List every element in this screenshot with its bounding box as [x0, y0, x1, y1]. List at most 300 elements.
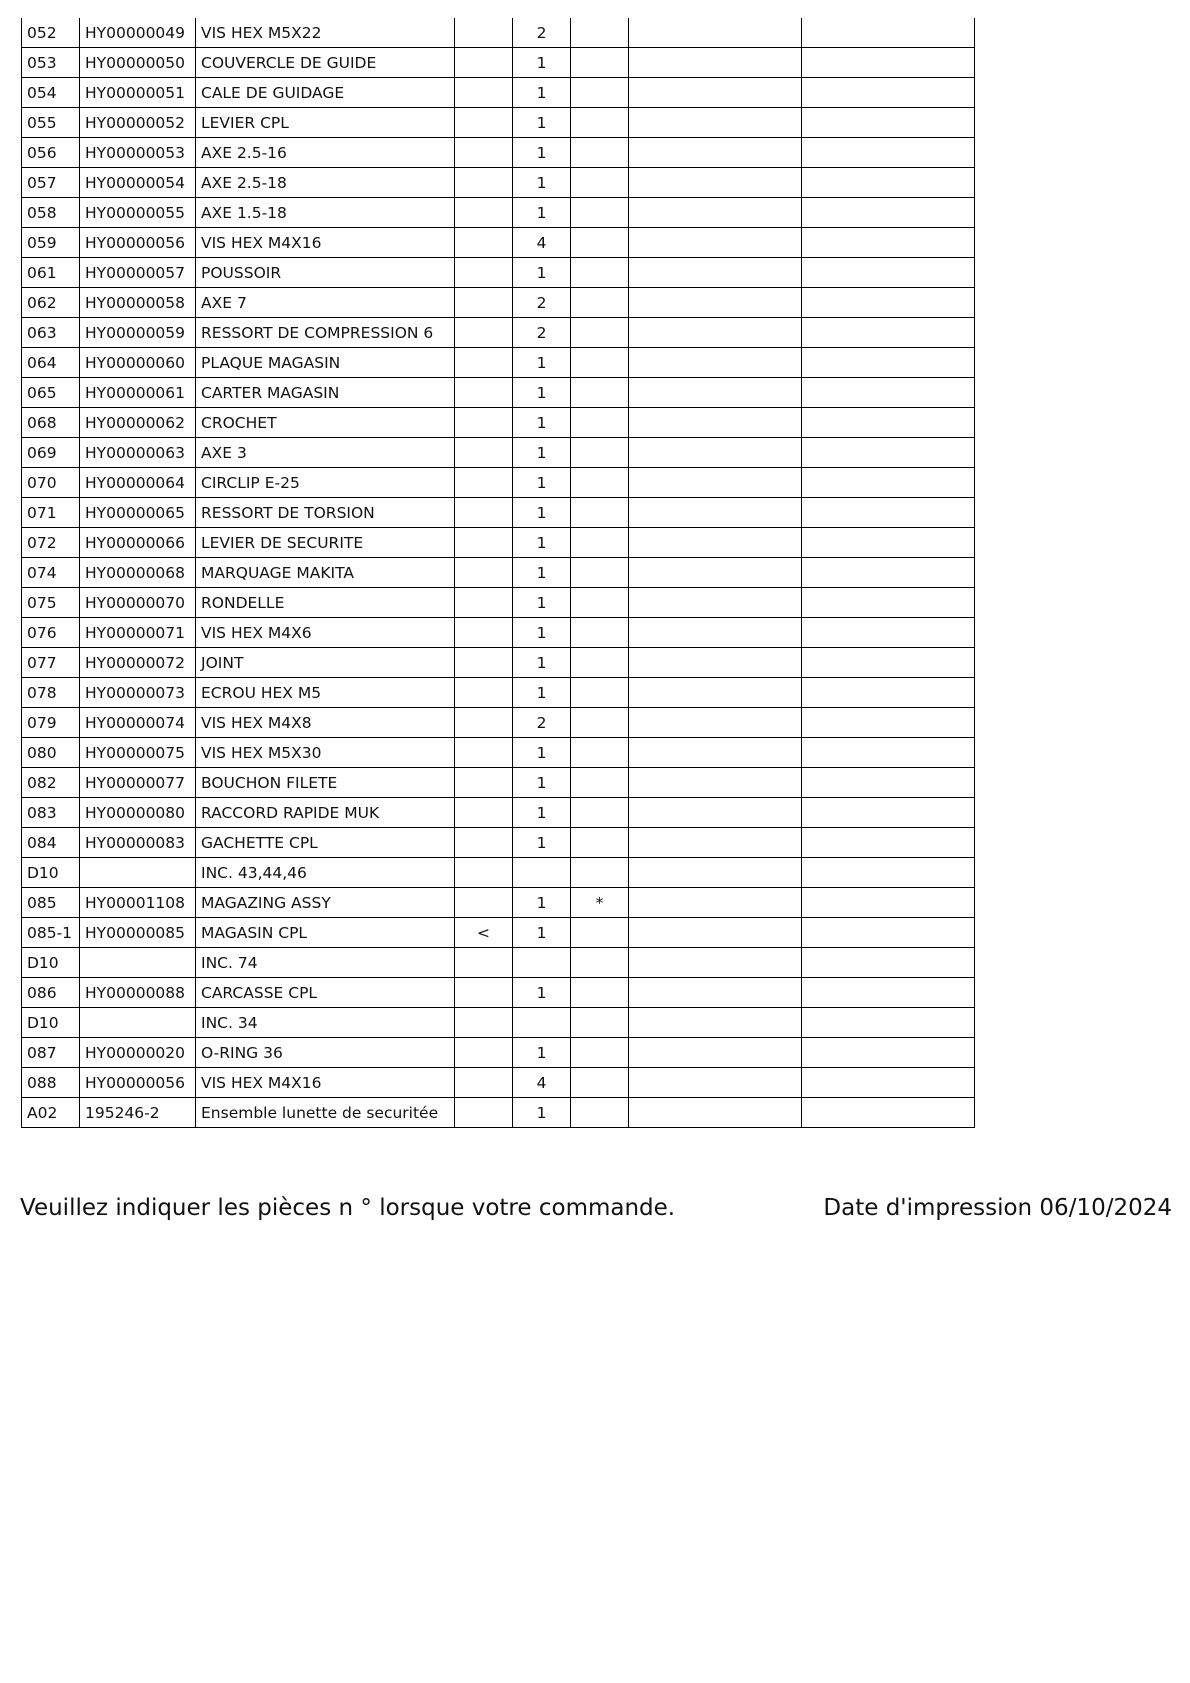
empty-cell: [629, 498, 802, 528]
empty-cell: [802, 108, 975, 138]
empty-cell: [802, 738, 975, 768]
note-flag-cell: [571, 138, 629, 168]
part-reference-cell: HY00000077: [80, 768, 196, 798]
empty-cell: [629, 768, 802, 798]
note-flag-cell: [571, 948, 629, 978]
quantity-cell: 1: [513, 678, 571, 708]
item-number-cell: 076: [22, 618, 80, 648]
part-description-cell: VIS HEX M4X8: [196, 708, 455, 738]
note-flag-cell: [571, 228, 629, 258]
empty-cell: [802, 348, 975, 378]
part-reference-cell: HY00000070: [80, 588, 196, 618]
note-flag-cell: [571, 78, 629, 108]
part-reference-cell: HY00000060: [80, 348, 196, 378]
item-number-cell: 057: [22, 168, 80, 198]
empty-cell: [629, 348, 802, 378]
empty-cell: [802, 1038, 975, 1068]
part-description-cell: INC. 74: [196, 948, 455, 978]
note-flag-cell: [571, 18, 629, 48]
empty-cell: [629, 648, 802, 678]
empty-cell: [629, 528, 802, 558]
quantity-cell: 1: [513, 528, 571, 558]
part-description-cell: VIS HEX M4X16: [196, 1068, 455, 1098]
change-mark-cell: [455, 108, 513, 138]
empty-cell: [802, 378, 975, 408]
item-number-cell: 063: [22, 318, 80, 348]
note-flag-cell: [571, 498, 629, 528]
table-row: [22, 798, 975, 828]
part-reference-cell: HY00000073: [80, 678, 196, 708]
item-number-cell: 085-1: [22, 918, 80, 948]
change-mark-cell: [455, 18, 513, 48]
part-reference-cell: [80, 948, 196, 978]
empty-cell: [629, 168, 802, 198]
empty-cell: [629, 738, 802, 768]
part-reference-cell: HY00000074: [80, 708, 196, 738]
table-row: [22, 288, 975, 318]
change-mark-cell: [455, 348, 513, 378]
note-flag-cell: [571, 528, 629, 558]
part-description-cell: VIS HEX M4X6: [196, 618, 455, 648]
empty-cell: [629, 1038, 802, 1068]
note-flag-cell: [571, 918, 629, 948]
print-date: Date d'impression 06/10/2024: [823, 1195, 1172, 1221]
part-description-cell: AXE 2.5-16: [196, 138, 455, 168]
part-reference-cell: HY00000058: [80, 288, 196, 318]
note-flag-cell: [571, 168, 629, 198]
table-row: [22, 648, 975, 678]
table-row: [22, 168, 975, 198]
part-description-cell: MARQUAGE MAKITA: [196, 558, 455, 588]
table-row: [22, 858, 975, 888]
part-description-cell: ECROU HEX M5: [196, 678, 455, 708]
change-mark-cell: [455, 288, 513, 318]
table-row: [22, 18, 975, 48]
table-row: [22, 378, 975, 408]
empty-cell: [802, 798, 975, 828]
item-number-cell: D10: [22, 858, 80, 888]
empty-cell: [802, 618, 975, 648]
empty-cell: [629, 258, 802, 288]
change-mark-cell: [455, 558, 513, 588]
part-description-cell: BOUCHON FILETE: [196, 768, 455, 798]
table-row: [22, 918, 975, 948]
quantity-cell: 1: [513, 108, 571, 138]
quantity-cell: 1: [513, 618, 571, 648]
part-reference-cell: HY00000049: [80, 18, 196, 48]
note-flag-cell: [571, 558, 629, 588]
part-description-cell: VIS HEX M4X16: [196, 228, 455, 258]
part-reference-cell: HY00000068: [80, 558, 196, 588]
part-description-cell: LEVIER CPL: [196, 108, 455, 138]
part-description-cell: COUVERCLE DE GUIDE: [196, 48, 455, 78]
change-mark-cell: [455, 678, 513, 708]
change-mark-cell: [455, 618, 513, 648]
part-reference-cell: HY00000062: [80, 408, 196, 438]
quantity-cell: 1: [513, 558, 571, 588]
quantity-cell: 1: [513, 258, 571, 288]
change-mark-cell: [455, 138, 513, 168]
table-row: [22, 318, 975, 348]
table-row: [22, 48, 975, 78]
part-reference-cell: HY00000050: [80, 48, 196, 78]
table-row: [22, 498, 975, 528]
empty-cell: [802, 888, 975, 918]
table-row: [22, 228, 975, 258]
parts-table-body: [22, 18, 975, 1128]
part-description-cell: VIS HEX M5X30: [196, 738, 455, 768]
empty-cell: [629, 18, 802, 48]
item-number-cell: 071: [22, 498, 80, 528]
part-reference-cell: HY00000057: [80, 258, 196, 288]
item-number-cell: 074: [22, 558, 80, 588]
part-description-cell: CARTER MAGASIN: [196, 378, 455, 408]
empty-cell: [802, 408, 975, 438]
part-reference-cell: [80, 858, 196, 888]
item-number-cell: 072: [22, 528, 80, 558]
part-description-cell: GACHETTE CPL: [196, 828, 455, 858]
quantity-cell: 1: [513, 738, 571, 768]
item-number-cell: 075: [22, 588, 80, 618]
change-mark-cell: [455, 978, 513, 1008]
empty-cell: [802, 528, 975, 558]
item-number-cell: 062: [22, 288, 80, 318]
quantity-cell: 1: [513, 48, 571, 78]
quantity-cell: 2: [513, 18, 571, 48]
table-row: [22, 348, 975, 378]
empty-cell: [629, 558, 802, 588]
part-description-cell: O-RING 36: [196, 1038, 455, 1068]
empty-cell: [629, 798, 802, 828]
item-number-cell: 069: [22, 438, 80, 468]
empty-cell: [802, 1008, 975, 1038]
change-mark-cell: [455, 858, 513, 888]
table-row: [22, 828, 975, 858]
empty-cell: [802, 828, 975, 858]
quantity-cell: 1: [513, 138, 571, 168]
note-flag-cell: [571, 468, 629, 498]
quantity-cell: [513, 858, 571, 888]
quantity-cell: 1: [513, 828, 571, 858]
change-mark-cell: [455, 498, 513, 528]
item-number-cell: 052: [22, 18, 80, 48]
note-flag-cell: [571, 678, 629, 708]
empty-cell: [629, 678, 802, 708]
item-number-cell: 064: [22, 348, 80, 378]
part-reference-cell: [80, 1008, 196, 1038]
table-row: [22, 528, 975, 558]
part-reference-cell: HY00000052: [80, 108, 196, 138]
part-description-cell: POUSSOIR: [196, 258, 455, 288]
quantity-cell: 4: [513, 1068, 571, 1098]
quantity-cell: 1: [513, 198, 571, 228]
empty-cell: [629, 228, 802, 258]
item-number-cell: 083: [22, 798, 80, 828]
part-description-cell: CALE DE GUIDAGE: [196, 78, 455, 108]
item-number-cell: 080: [22, 738, 80, 768]
empty-cell: [629, 288, 802, 318]
change-mark-cell: [455, 828, 513, 858]
table-row: [22, 198, 975, 228]
empty-cell: [629, 108, 802, 138]
empty-cell: [802, 468, 975, 498]
empty-cell: [802, 648, 975, 678]
part-description-cell: MAGASIN CPL: [196, 918, 455, 948]
empty-cell: [802, 1068, 975, 1098]
change-mark-cell: [455, 708, 513, 738]
part-description-cell: LEVIER DE SECURITE: [196, 528, 455, 558]
empty-cell: [802, 948, 975, 978]
table-row: [22, 1008, 975, 1038]
part-description-cell: CROCHET: [196, 408, 455, 438]
table-row: [22, 558, 975, 588]
part-description-cell: AXE 2.5-18: [196, 168, 455, 198]
empty-cell: [802, 858, 975, 888]
part-reference-cell: HY00000063: [80, 438, 196, 468]
change-mark-cell: [455, 1038, 513, 1068]
part-reference-cell: HY00000056: [80, 1068, 196, 1098]
change-mark-cell: <: [455, 918, 513, 948]
quantity-cell: 1: [513, 588, 571, 618]
item-number-cell: 082: [22, 768, 80, 798]
note-flag-cell: [571, 378, 629, 408]
empty-cell: [802, 558, 975, 588]
quantity-cell: 1: [513, 348, 571, 378]
change-mark-cell: [455, 888, 513, 918]
item-number-cell: 055: [22, 108, 80, 138]
change-mark-cell: [455, 798, 513, 828]
note-flag-cell: [571, 768, 629, 798]
part-description-cell: RACCORD RAPIDE MUK: [196, 798, 455, 828]
item-number-cell: 059: [22, 228, 80, 258]
part-reference-cell: HY00000056: [80, 228, 196, 258]
table-row: [22, 708, 975, 738]
quantity-cell: 2: [513, 708, 571, 738]
empty-cell: [629, 48, 802, 78]
table-row: [22, 678, 975, 708]
table-row: [22, 78, 975, 108]
empty-cell: [629, 378, 802, 408]
empty-cell: [629, 588, 802, 618]
change-mark-cell: [455, 1098, 513, 1128]
part-reference-cell: HY00000083: [80, 828, 196, 858]
part-description-cell: PLAQUE MAGASIN: [196, 348, 455, 378]
note-flag-cell: [571, 858, 629, 888]
change-mark-cell: [455, 1008, 513, 1038]
note-flag-cell: [571, 108, 629, 138]
change-mark-cell: [455, 468, 513, 498]
item-number-cell: 056: [22, 138, 80, 168]
item-number-cell: 086: [22, 978, 80, 1008]
quantity-cell: 1: [513, 1098, 571, 1128]
note-flag-cell: [571, 798, 629, 828]
quantity-cell: 1: [513, 78, 571, 108]
table-row: [22, 1098, 975, 1128]
change-mark-cell: [455, 648, 513, 678]
empty-cell: [629, 1008, 802, 1038]
empty-cell: [629, 828, 802, 858]
note-flag-cell: [571, 48, 629, 78]
part-description-cell: AXE 7: [196, 288, 455, 318]
part-description-cell: AXE 1.5-18: [196, 198, 455, 228]
note-flag-cell: [571, 408, 629, 438]
quantity-cell: 1: [513, 378, 571, 408]
note-flag-cell: [571, 318, 629, 348]
note-flag-cell: [571, 258, 629, 288]
quantity-cell: 1: [513, 768, 571, 798]
item-number-cell: 088: [22, 1068, 80, 1098]
empty-cell: [629, 198, 802, 228]
empty-cell: [802, 588, 975, 618]
note-flag-cell: [571, 438, 629, 468]
item-number-cell: 077: [22, 648, 80, 678]
table-row: [22, 108, 975, 138]
quantity-cell: [513, 948, 571, 978]
empty-cell: [802, 78, 975, 108]
part-description-cell: Ensemble lunette de securitée: [196, 1098, 455, 1128]
table-row: [22, 138, 975, 168]
empty-cell: [802, 228, 975, 258]
empty-cell: [629, 318, 802, 348]
part-reference-cell: HY00000072: [80, 648, 196, 678]
part-reference-cell: HY00001108: [80, 888, 196, 918]
quantity-cell: 1: [513, 498, 571, 528]
note-flag-cell: [571, 588, 629, 618]
quantity-cell: 2: [513, 288, 571, 318]
note-flag-cell: [571, 288, 629, 318]
quantity-cell: 1: [513, 798, 571, 828]
item-number-cell: 058: [22, 198, 80, 228]
item-number-cell: 084: [22, 828, 80, 858]
item-number-cell: 085: [22, 888, 80, 918]
part-description-cell: JOINT: [196, 648, 455, 678]
empty-cell: [802, 978, 975, 1008]
change-mark-cell: [455, 318, 513, 348]
quantity-cell: 1: [513, 888, 571, 918]
empty-cell: [802, 318, 975, 348]
quantity-cell: [513, 1008, 571, 1038]
empty-cell: [802, 198, 975, 228]
empty-cell: [802, 138, 975, 168]
note-flag-cell: [571, 348, 629, 378]
empty-cell: [802, 918, 975, 948]
quantity-cell: 1: [513, 168, 571, 198]
part-description-cell: RESSORT DE TORSION: [196, 498, 455, 528]
empty-cell: [802, 48, 975, 78]
item-number-cell: 078: [22, 678, 80, 708]
item-number-cell: 068: [22, 408, 80, 438]
part-reference-cell: HY00000053: [80, 138, 196, 168]
parts-table: [21, 18, 975, 1128]
table-row: [22, 768, 975, 798]
item-number-cell: A02: [22, 1098, 80, 1128]
part-reference-cell: HY00000064: [80, 468, 196, 498]
table-row: [22, 888, 975, 918]
table-row: [22, 258, 975, 288]
quantity-cell: 1: [513, 918, 571, 948]
item-number-cell: 070: [22, 468, 80, 498]
change-mark-cell: [455, 438, 513, 468]
table-row: [22, 408, 975, 438]
empty-cell: [802, 258, 975, 288]
part-reference-cell: HY00000061: [80, 378, 196, 408]
item-number-cell: D10: [22, 948, 80, 978]
empty-cell: [629, 438, 802, 468]
item-number-cell: D10: [22, 1008, 80, 1038]
item-number-cell: 061: [22, 258, 80, 288]
note-flag-cell: [571, 1038, 629, 1068]
quantity-cell: 1: [513, 978, 571, 1008]
quantity-cell: 1: [513, 468, 571, 498]
table-row: [22, 948, 975, 978]
change-mark-cell: [455, 1068, 513, 1098]
empty-cell: [629, 468, 802, 498]
item-number-cell: 087: [22, 1038, 80, 1068]
empty-cell: [802, 288, 975, 318]
part-description-cell: RESSORT DE COMPRESSION 6: [196, 318, 455, 348]
change-mark-cell: [455, 588, 513, 618]
part-reference-cell: HY00000071: [80, 618, 196, 648]
empty-cell: [802, 768, 975, 798]
part-reference-cell: HY00000020: [80, 1038, 196, 1068]
empty-cell: [802, 678, 975, 708]
change-mark-cell: [455, 78, 513, 108]
table-row: [22, 738, 975, 768]
part-description-cell: RONDELLE: [196, 588, 455, 618]
change-mark-cell: [455, 168, 513, 198]
note-flag-cell: [571, 978, 629, 1008]
part-description-cell: INC. 34: [196, 1008, 455, 1038]
empty-cell: [629, 888, 802, 918]
table-row: [22, 978, 975, 1008]
part-reference-cell: HY00000085: [80, 918, 196, 948]
note-flag-cell: [571, 1098, 629, 1128]
quantity-cell: 1: [513, 1038, 571, 1068]
change-mark-cell: [455, 258, 513, 288]
part-reference-cell: HY00000055: [80, 198, 196, 228]
table-row: [22, 588, 975, 618]
change-mark-cell: [455, 948, 513, 978]
part-description-cell: VIS HEX M5X22: [196, 18, 455, 48]
part-reference-cell: HY00000080: [80, 798, 196, 828]
quantity-cell: 1: [513, 648, 571, 678]
note-flag-cell: [571, 828, 629, 858]
change-mark-cell: [455, 738, 513, 768]
item-number-cell: 054: [22, 78, 80, 108]
part-reference-cell: HY00000066: [80, 528, 196, 558]
note-flag-cell: *: [571, 888, 629, 918]
change-mark-cell: [455, 528, 513, 558]
empty-cell: [629, 1098, 802, 1128]
empty-cell: [802, 1098, 975, 1128]
empty-cell: [802, 498, 975, 528]
table-row: [22, 618, 975, 648]
empty-cell: [629, 618, 802, 648]
note-flag-cell: [571, 708, 629, 738]
change-mark-cell: [455, 198, 513, 228]
quantity-cell: 1: [513, 408, 571, 438]
note-flag-cell: [571, 1068, 629, 1098]
note-flag-cell: [571, 1008, 629, 1038]
table-row: [22, 1068, 975, 1098]
part-reference-cell: HY00000051: [80, 78, 196, 108]
part-description-cell: CIRCLIP E-25: [196, 468, 455, 498]
item-number-cell: 053: [22, 48, 80, 78]
item-number-cell: 065: [22, 378, 80, 408]
note-flag-cell: [571, 738, 629, 768]
part-reference-cell: HY00000065: [80, 498, 196, 528]
change-mark-cell: [455, 228, 513, 258]
